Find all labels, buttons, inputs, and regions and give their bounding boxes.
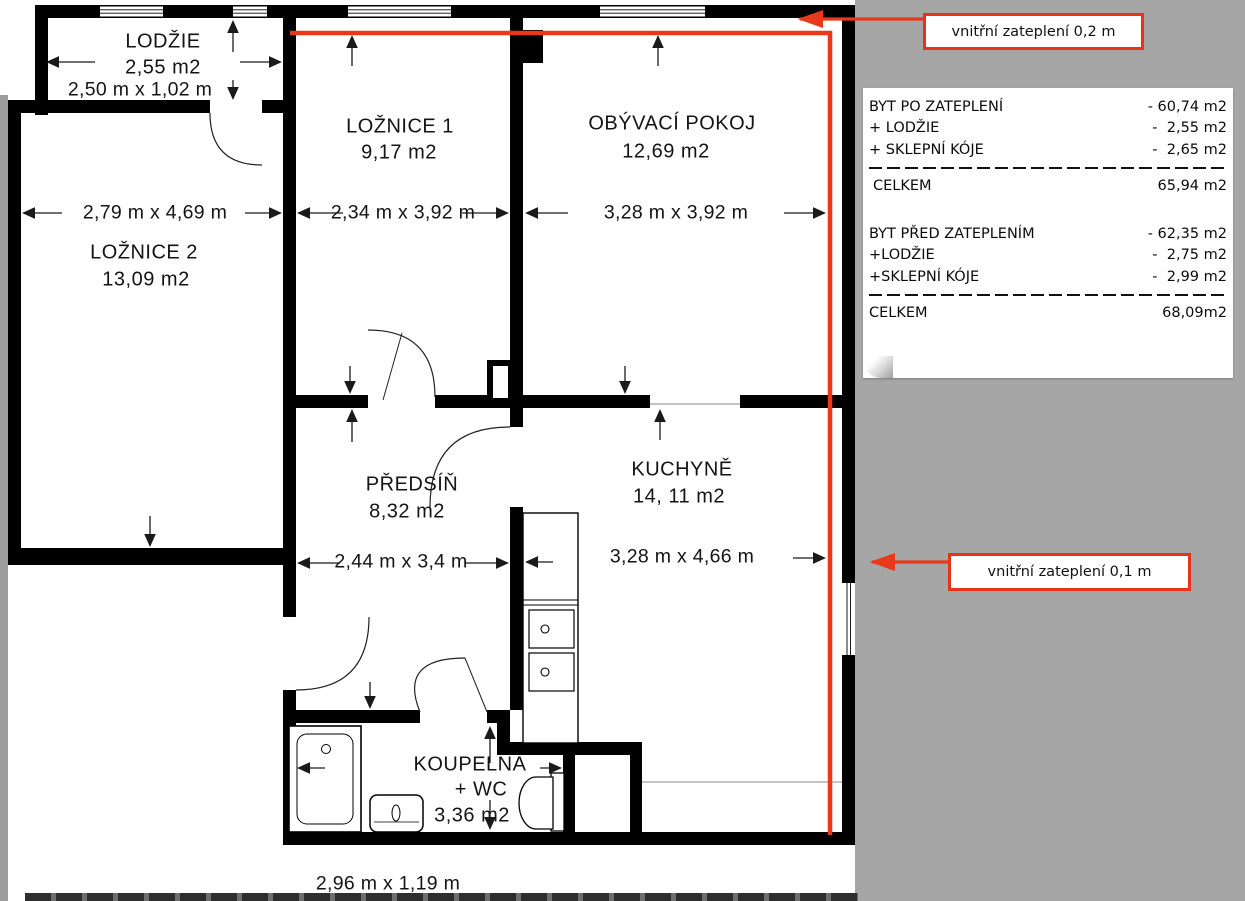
window-icon bbox=[233, 7, 267, 17]
summary-value: - 60,74 m2 bbox=[1147, 98, 1227, 115]
window-icon bbox=[348, 7, 451, 17]
callout-insulation-01: vnitřní zateplení 0,1 m bbox=[948, 553, 1191, 591]
summary-row bbox=[869, 139, 1227, 161]
room-name-loznice1: LOŽNICE 1 bbox=[346, 115, 454, 138]
summary-label: CELKEM bbox=[869, 305, 928, 322]
window-icon bbox=[100, 7, 163, 17]
summary-label: BYT PO ZATEPLENÍ bbox=[869, 98, 1004, 115]
room-area-loznice1: 9,17 m2 bbox=[361, 141, 437, 164]
summary-row bbox=[869, 266, 1227, 288]
room-name-koupelna: KOUPELNA bbox=[413, 753, 527, 776]
room-area-obyvaci: 12,69 m2 bbox=[622, 140, 710, 163]
summary-divider bbox=[869, 167, 1227, 169]
stove-icon bbox=[529, 653, 574, 691]
room-name-loznice2: LOŽNICE 2 bbox=[90, 241, 198, 264]
summary-row bbox=[869, 118, 1227, 140]
room-name-kuchyne: KUCHYNĚ bbox=[631, 458, 733, 481]
room-area-kuchyne: 14, 11 m2 bbox=[633, 485, 725, 508]
room-dim-predsin: 2,44 m x 3,4 m bbox=[334, 550, 468, 573]
area-summary-panel bbox=[863, 88, 1233, 378]
stove-icon bbox=[529, 610, 574, 648]
bathtub-icon bbox=[289, 726, 361, 832]
door-arc bbox=[415, 658, 465, 712]
room-dim-lodzie: 2,50 m x 1,02 m bbox=[67, 78, 213, 101]
room-name-obyvaci: OBÝVACÍ POKOJ bbox=[588, 112, 756, 135]
room-name-predsin: PŘEDSÍŇ bbox=[365, 473, 459, 496]
room-dim-loznice1: 2,34 m x 3,92 m bbox=[330, 201, 476, 224]
room-area-predsin: 8,32 m2 bbox=[369, 500, 445, 523]
callout-insulation-02: vnitřní zateplení 0,2 m bbox=[923, 13, 1144, 50]
summary-label: +LODŽIE bbox=[869, 247, 935, 264]
room-name-koupelna-wc: + WC bbox=[454, 778, 508, 801]
room-name-lodzie: LODŽIE bbox=[125, 30, 201, 53]
washbasin-icon bbox=[370, 795, 423, 832]
room-dim-loznice2: 2,79 m x 4,69 m bbox=[82, 201, 228, 224]
summary-value: 68,09m2 bbox=[1162, 305, 1227, 322]
summary-row bbox=[869, 223, 1227, 245]
summary-row bbox=[869, 96, 1227, 118]
summary-value: - 2,75 m2 bbox=[1152, 247, 1227, 264]
door-leaf bbox=[383, 333, 402, 400]
door-leaf bbox=[465, 658, 487, 712]
room-dim-obyvaci: 3,28 m x 3,92 m bbox=[603, 201, 749, 224]
window-icon bbox=[600, 7, 705, 17]
summary-value: - 62,35 m2 bbox=[1147, 225, 1227, 242]
vent-shaft bbox=[487, 360, 514, 398]
summary-label: CELKEM bbox=[873, 178, 932, 195]
room-area-loznice2: 13,09 m2 bbox=[102, 268, 190, 291]
kitchen-counter-icon bbox=[523, 513, 578, 743]
toilet-icon bbox=[519, 773, 564, 831]
room-area-lodzie: 2,55 m2 bbox=[125, 56, 201, 79]
summary-divider bbox=[869, 294, 1227, 296]
summary-label: BYT PŘED ZATEPLENÍM bbox=[869, 225, 1035, 242]
summary-value: - 2,99 m2 bbox=[1152, 268, 1227, 285]
summary-value: - 2,65 m2 bbox=[1152, 141, 1227, 158]
summary-total-row bbox=[869, 303, 1227, 325]
summary-label: + SKLEPNÍ KÓJE bbox=[869, 141, 984, 158]
door-arc bbox=[210, 113, 262, 165]
bottom-dimension: 2,96 m x 1,19 m bbox=[315, 872, 461, 895]
room-dim-kuchyne: 3,28 m x 4,66 m bbox=[609, 545, 755, 568]
window-icon bbox=[844, 583, 854, 655]
room-area-koupelna: 3,36 m2 bbox=[434, 804, 510, 827]
summary-total-row bbox=[869, 176, 1227, 198]
summary-row bbox=[869, 245, 1227, 267]
summary-label: + LODŽIE bbox=[869, 120, 940, 137]
summary-label: +SKLEPNÍ KÓJE bbox=[869, 268, 980, 285]
summary-value: 65,94 m2 bbox=[1157, 178, 1227, 195]
summary-value: - 2,55 m2 bbox=[1152, 120, 1227, 137]
door-arc bbox=[296, 617, 369, 690]
summary-spacer bbox=[869, 197, 1227, 223]
door-arc bbox=[368, 330, 435, 397]
